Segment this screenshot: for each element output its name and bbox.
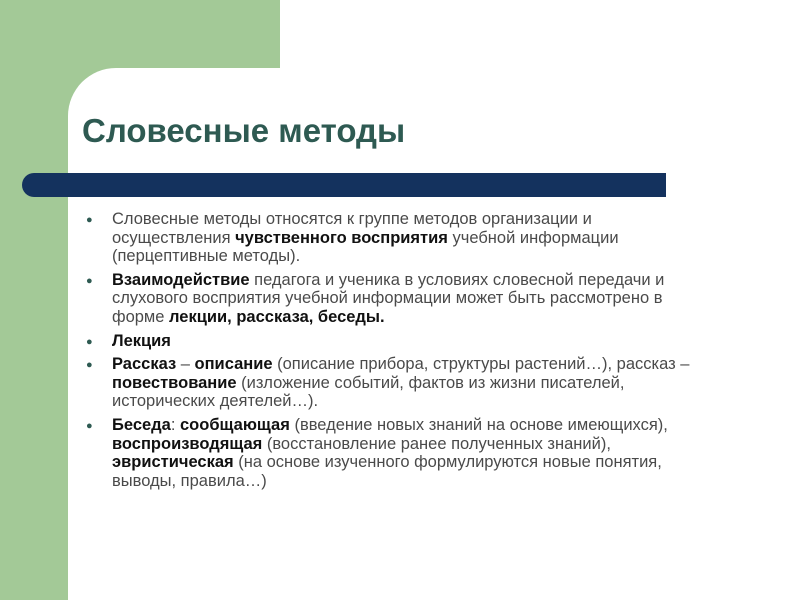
item-text: – xyxy=(176,355,195,374)
item-text: (описание прибора, структуры растений…), рассказ – xyxy=(272,355,690,374)
title-underline-bar xyxy=(22,173,666,197)
bullet-item xyxy=(86,332,706,351)
item-emphasis: воспроизводящая xyxy=(112,434,263,453)
item-emphasis: Рассказ xyxy=(112,355,177,374)
bullet-item xyxy=(86,210,706,266)
bullet-item xyxy=(86,355,706,411)
bullet-item xyxy=(86,416,706,490)
item-text: (изложение событий, фактов из жизни писателей, исторических деятелей…). xyxy=(112,373,625,411)
bullet-icon: ● xyxy=(86,214,93,226)
item-text: : xyxy=(170,415,180,434)
bullet-icon: ● xyxy=(86,419,93,432)
bullet-item xyxy=(86,271,706,327)
item-emphasis: описание xyxy=(194,355,273,374)
item-emphasis: чувственного восприятия xyxy=(235,228,448,247)
slide-title: Словесные методы xyxy=(82,112,406,149)
item-text: учебной информации (перцептивные методы). xyxy=(112,228,619,266)
bullet-list xyxy=(86,210,706,495)
bullet-icon: ● xyxy=(86,335,93,348)
bullet-icon: ● xyxy=(86,274,93,287)
item-emphasis: повествование xyxy=(112,373,237,392)
item-emphasis: Лекция xyxy=(112,331,171,350)
item-text: (введение новых знаний на основе имеющихся), xyxy=(289,415,668,434)
item-text: Словесные методы относятся к группе методов организации и осуществления xyxy=(112,210,592,247)
item-emphasis: лекции, рассказа, беседы. xyxy=(169,307,385,326)
bullet-icon: ● xyxy=(86,359,93,372)
item-text: (восстановление ранее полученных знаний), xyxy=(262,434,611,453)
item-emphasis: Беседа xyxy=(112,415,171,434)
item-text: (на основе изученного формулируются новые понятия, выводы, правила…) xyxy=(112,453,662,490)
item-emphasis: эвристическая xyxy=(112,453,234,472)
item-emphasis: Взаимодействие xyxy=(112,270,250,289)
item-emphasis: сообщающая xyxy=(180,415,290,434)
item-text: педагога и ученика в условиях словесной передачи и слухового восприятия учебной информации может быть рассмотрено в форме xyxy=(112,270,665,326)
